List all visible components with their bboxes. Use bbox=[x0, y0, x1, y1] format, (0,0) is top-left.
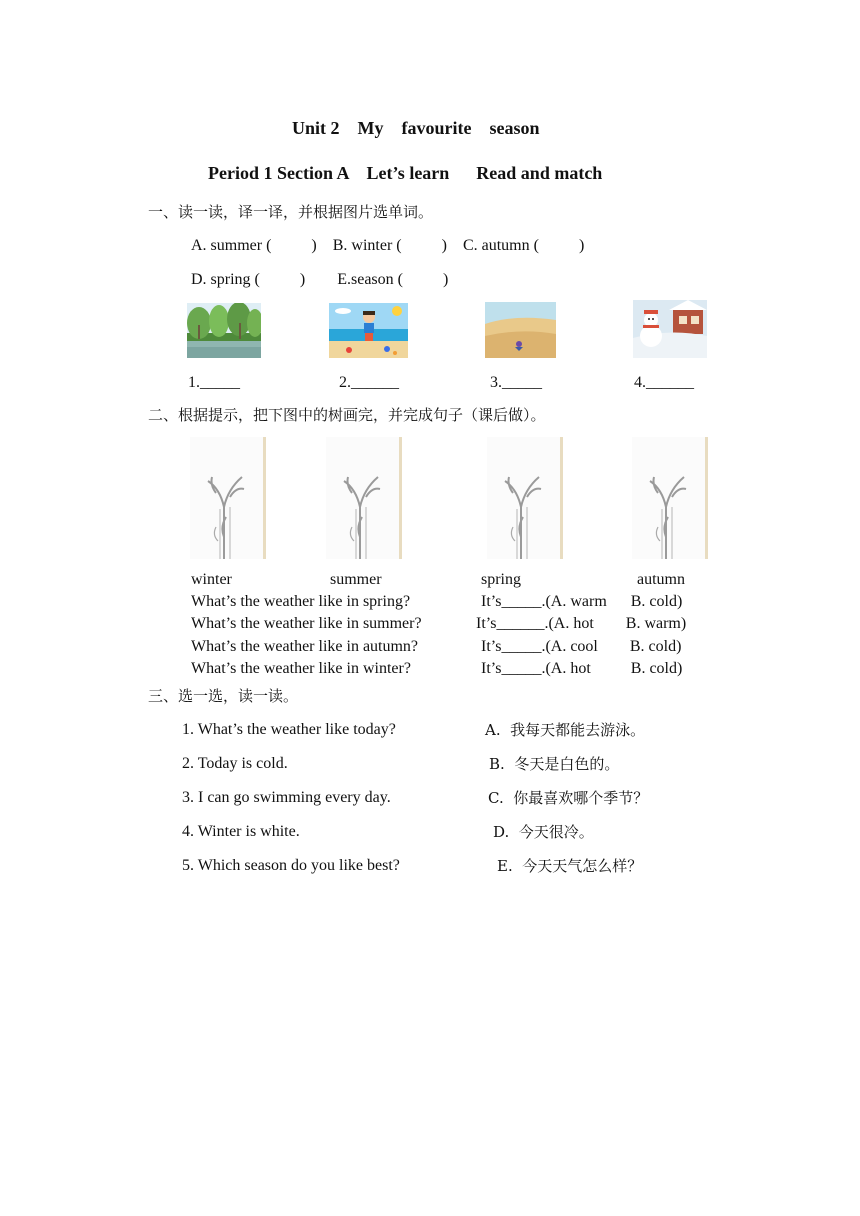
weather-question-2: What’s the weather like in summer? bbox=[191, 615, 422, 632]
picture-blank-1[interactable]: 1._____ bbox=[188, 374, 240, 391]
summer-beach-boy-picture bbox=[329, 303, 408, 358]
section3-heading: 三、选一选，读一读。 bbox=[148, 687, 299, 705]
tree-sketch-spring bbox=[487, 437, 563, 559]
season-label-autumn: autumn bbox=[637, 571, 685, 588]
weather-answer-4[interactable]: It’s_____.(A. hot B. cold) bbox=[481, 660, 683, 677]
picture-blank-3[interactable]: 3._____ bbox=[490, 374, 542, 391]
match-english-3: 3. I can go swimming every day. bbox=[182, 789, 391, 806]
match-chinese-c: C. 你最喜欢哪个季节？ bbox=[488, 789, 649, 807]
autumn-field-picture bbox=[485, 302, 556, 358]
page-subtitle: Period 1 Section A Let’s learn Read and match bbox=[208, 163, 603, 183]
match-english-1: 1. What’s the weather like today? bbox=[182, 721, 396, 738]
weather-answer-1[interactable]: It’s_____.(A. warm B. cold) bbox=[481, 593, 683, 610]
word-options-line2: D. spring ( ) E.season ( ) bbox=[191, 271, 449, 288]
tree-sketch-winter bbox=[190, 437, 266, 559]
picture-blank-4[interactable]: 4.______ bbox=[634, 374, 694, 391]
weather-question-3: What’s the weather like in autumn? bbox=[191, 638, 419, 655]
season-label-spring: spring bbox=[481, 571, 521, 588]
weather-question-4: What’s the weather like in winter? bbox=[191, 660, 411, 677]
word-options-line1: A. summer ( ) B. winter ( ) C. autumn ( ) bbox=[191, 237, 585, 254]
match-english-5: 5. Which season do you like best? bbox=[182, 857, 400, 874]
tree-sketch-autumn bbox=[632, 437, 708, 559]
weather-answer-3[interactable]: It’s_____.(A. cool B. cold) bbox=[481, 638, 682, 655]
match-chinese-e: E. 今天天气怎么样？ bbox=[497, 857, 643, 875]
match-english-4: 4. Winter is white. bbox=[182, 823, 300, 840]
weather-question-1: What’s the weather like in spring? bbox=[191, 593, 411, 610]
season-label-winter: winter bbox=[191, 571, 232, 588]
weather-answer-2[interactable]: It’s______.(A. hot B. warm) bbox=[476, 615, 687, 632]
match-english-2: 2. Today is cold. bbox=[182, 755, 288, 772]
match-chinese-d: D. 今天很冷。 bbox=[493, 823, 594, 841]
match-chinese-b: B. 冬天是白色的。 bbox=[489, 755, 620, 773]
page-title: Unit 2 My favourite season bbox=[292, 118, 540, 138]
section1-heading: 一、读一读，译一译，并根据图片选单词。 bbox=[148, 203, 434, 221]
season-label-summer: summer bbox=[330, 571, 382, 588]
tree-sketch-summer bbox=[326, 437, 402, 559]
spring-lake-trees-picture bbox=[187, 303, 261, 358]
winter-snowman-picture bbox=[633, 300, 707, 358]
section2-heading: 二、根据提示，把下图中的树画完，并完成句子（课后做）。 bbox=[148, 406, 546, 424]
picture-blank-2[interactable]: 2.______ bbox=[339, 374, 399, 391]
match-chinese-a: A. 我每天都能去游泳。 bbox=[485, 721, 646, 739]
